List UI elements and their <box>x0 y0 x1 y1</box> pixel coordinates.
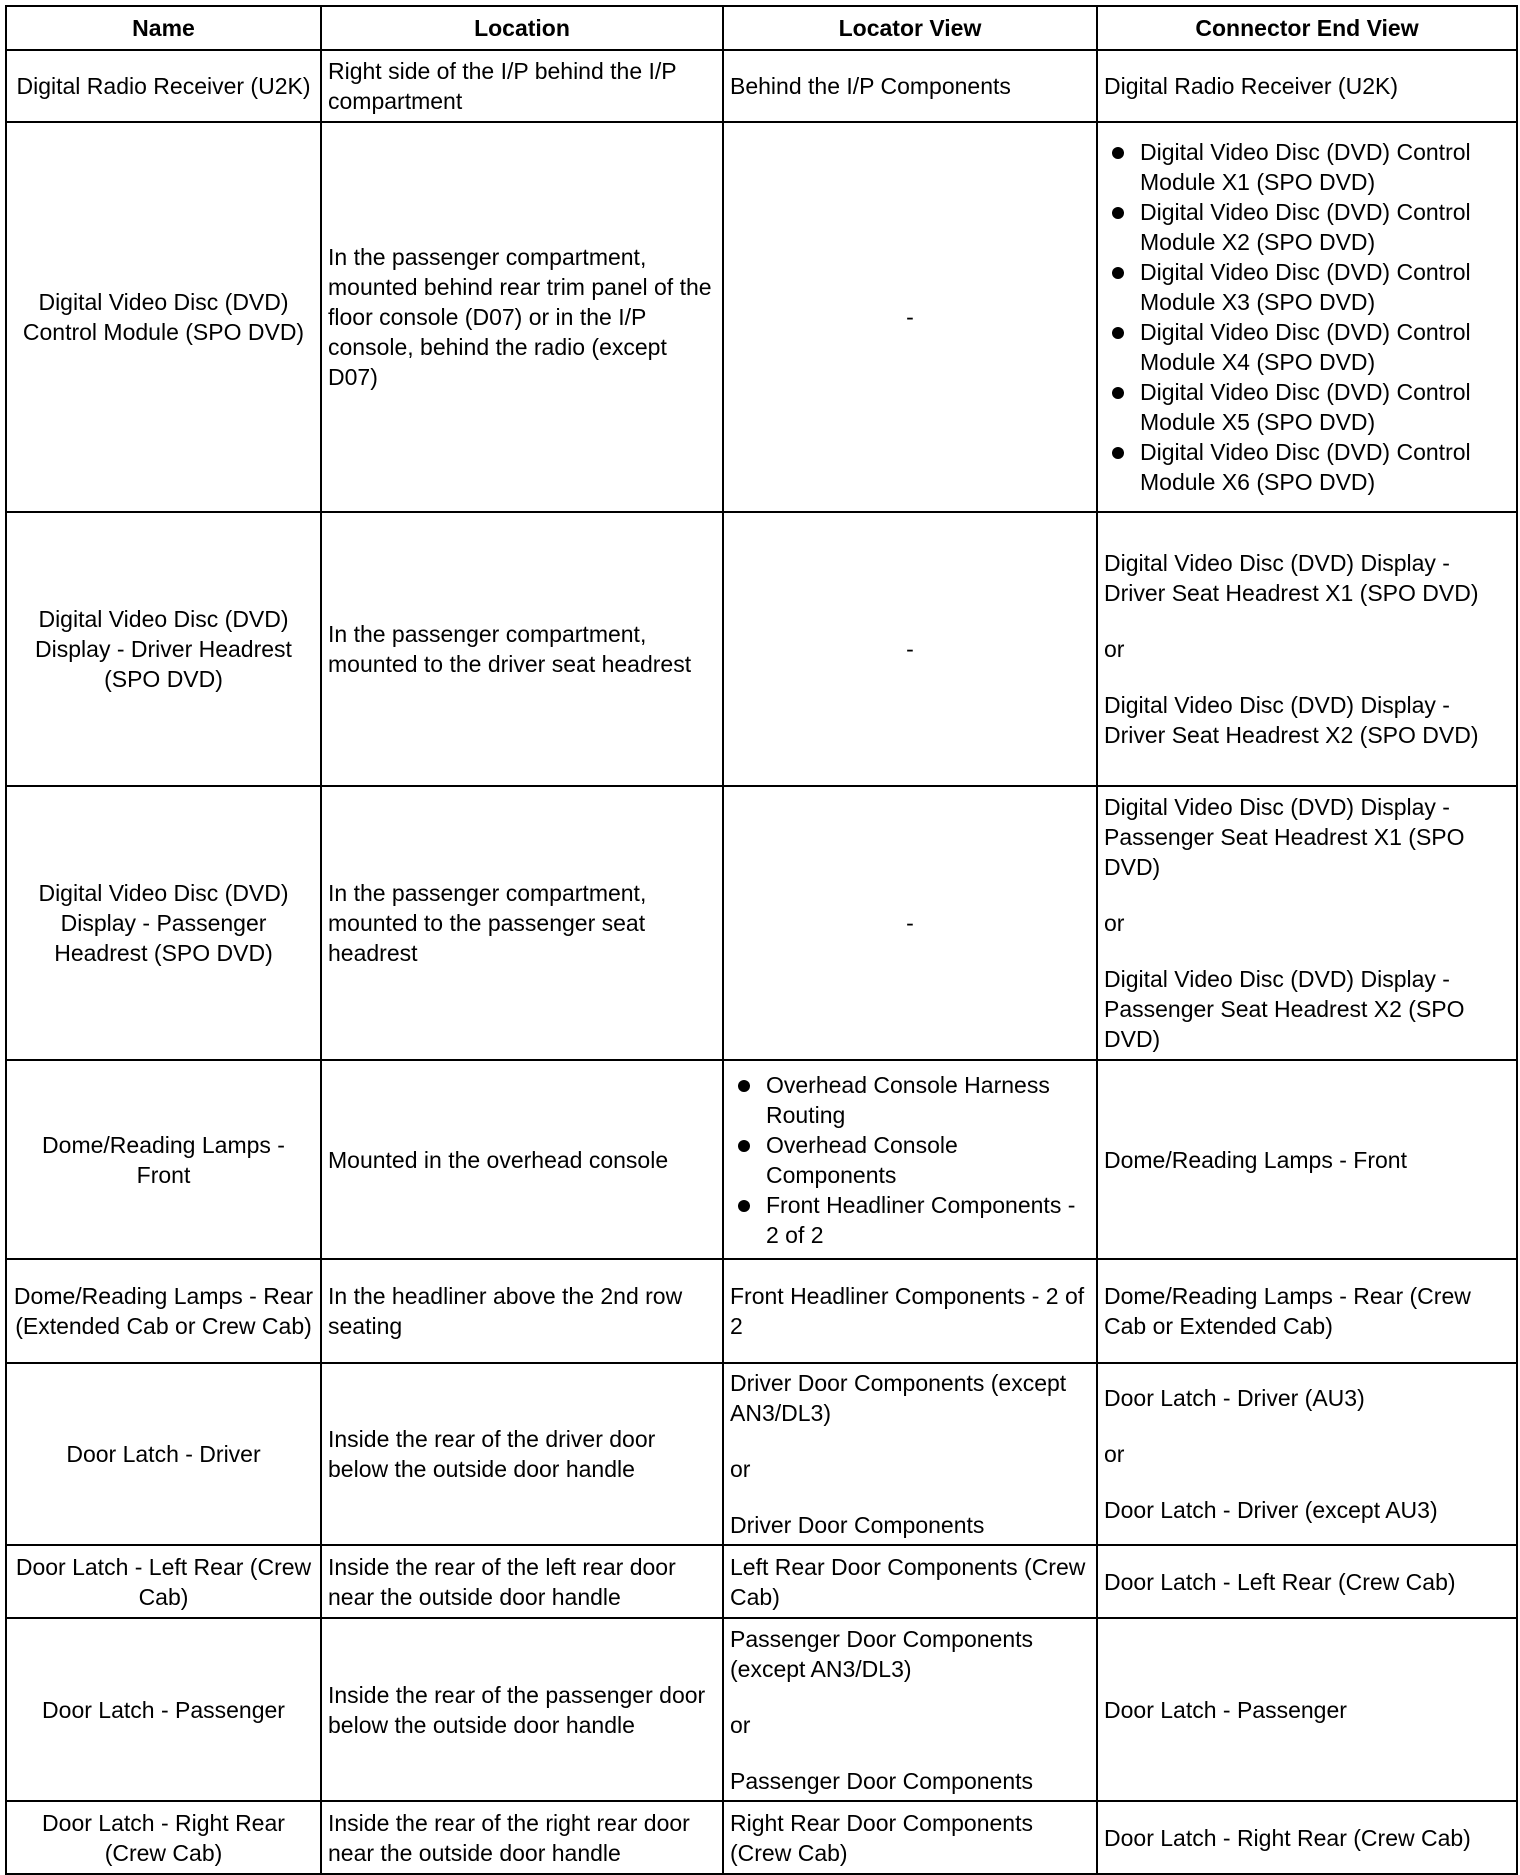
header-locator-view: Locator View <box>723 6 1097 50</box>
locator-option: Driver Door Components <box>730 1512 985 1538</box>
cell-locator-view: - <box>723 512 1097 786</box>
cell-name: Digital Video Disc (DVD) Control Module (SPO DVD) <box>6 122 321 512</box>
list-item: Overhead Console Components <box>766 1130 1090 1190</box>
list-item: Overhead Console Harness Routing <box>766 1070 1090 1130</box>
cell-connector-end-view: Dome/Reading Lamps - Rear (Crew Cab or Extended Cab) <box>1097 1259 1517 1363</box>
connector-option: Digital Video Disc (DVD) Display - Driver Seat Headrest X1 (SPO DVD) <box>1104 550 1479 606</box>
cell-locator-view: Behind the I/P Components <box>723 50 1097 122</box>
header-name: Name <box>6 6 321 50</box>
table-row <box>6 512 1517 786</box>
list-item: Digital Video Disc (DVD) Control Module X2 (SPO DVD) <box>1140 197 1510 257</box>
cell-connector-end-view <box>1097 122 1517 512</box>
cell-name: Dome/Reading Lamps - Front <box>6 1060 321 1259</box>
cell-locator-view <box>723 1618 1097 1801</box>
cell-connector-end-view <box>1097 786 1517 1060</box>
cell-connector-end-view: Door Latch - Passenger <box>1097 1618 1517 1801</box>
cell-connector-end-view: Dome/Reading Lamps - Front <box>1097 1060 1517 1259</box>
cell-connector-end-view: Digital Radio Receiver (U2K) <box>1097 50 1517 122</box>
table-row <box>6 1259 1517 1363</box>
cell-locator-view: - <box>723 786 1097 1060</box>
cell-name: Digital Video Disc (DVD) Display - Passenger Headrest (SPO DVD) <box>6 786 321 1060</box>
locator-option: Passenger Door Components (except AN3/DL3) <box>730 1625 1033 1682</box>
cell-name: Door Latch - Passenger <box>6 1618 321 1801</box>
connector-option: Digital Video Disc (DVD) Display - Passenger Seat Headrest X2 (SPO DVD) <box>1104 966 1465 1052</box>
list-item: Digital Video Disc (DVD) Control Module X3 (SPO DVD) <box>1140 257 1510 317</box>
cell-name: Door Latch - Right Rear (Crew Cab) <box>6 1801 321 1874</box>
cell-locator-view: - <box>723 122 1097 512</box>
cell-name: Dome/Reading Lamps - Rear (Extended Cab or Crew Cab) <box>6 1259 321 1363</box>
or-separator: or <box>1104 910 1125 936</box>
list-item: Digital Video Disc (DVD) Control Module X6 (SPO DVD) <box>1140 437 1510 497</box>
locator-option: Passenger Door Components <box>730 1767 1033 1794</box>
cell-locator-view: Left Rear Door Components (Crew Cab) <box>723 1545 1097 1618</box>
table-row <box>6 1060 1517 1259</box>
list-item: Digital Video Disc (DVD) Control Module X1 (SPO DVD) <box>1140 137 1510 197</box>
list-item: Digital Video Disc (DVD) Control Module X5 (SPO DVD) <box>1140 377 1510 437</box>
table-row <box>6 1545 1517 1618</box>
cell-location: Mounted in the overhead console <box>321 1060 723 1259</box>
table-row <box>6 1363 1517 1545</box>
cell-location: Inside the rear of the passenger door below the outside door handle <box>321 1618 723 1801</box>
cell-location: Inside the rear of the right rear door near the outside door handle <box>321 1801 723 1874</box>
cell-connector-end-view: Door Latch - Left Rear (Crew Cab) <box>1097 1545 1517 1618</box>
cell-location: In the passenger compartment, mounted to the driver seat headrest <box>321 512 723 786</box>
header-connector-end-view: Connector End View <box>1097 6 1517 50</box>
cell-location: In the headliner above the 2nd row seating <box>321 1259 723 1363</box>
cell-locator-view: Right Rear Door Components (Crew Cab) <box>723 1801 1097 1874</box>
connector-option: Digital Video Disc (DVD) Display - Driver Seat Headrest X2 (SPO DVD) <box>1104 692 1479 748</box>
header-location: Location <box>321 6 723 50</box>
cell-location: Inside the rear of the left rear door near the outside door handle <box>321 1545 723 1618</box>
table-row <box>6 786 1517 1060</box>
cell-location: Right side of the I/P behind the I/P compartment <box>321 50 723 122</box>
cell-locator-view <box>723 1060 1097 1259</box>
cell-locator-view: Front Headliner Components - 2 of 2 <box>723 1259 1097 1363</box>
connector-option: Digital Video Disc (DVD) Display - Passenger Seat Headrest X1 (SPO DVD) <box>1104 794 1465 880</box>
table-row <box>6 1801 1517 1874</box>
cell-location: Inside the rear of the driver door below the outside door handle <box>321 1363 723 1545</box>
cell-connector-end-view: Door Latch - Right Rear (Crew Cab) <box>1097 1801 1517 1874</box>
table-row <box>6 50 1517 122</box>
table-row <box>6 122 1517 512</box>
or-separator: or <box>730 1711 751 1738</box>
or-separator: or <box>730 1456 751 1482</box>
list-item: Front Headliner Components - 2 of 2 <box>766 1190 1090 1250</box>
cell-name: Digital Video Disc (DVD) Display - Driver Headrest (SPO DVD) <box>6 512 321 786</box>
cell-name: Digital Radio Receiver (U2K) <box>6 50 321 122</box>
or-separator: or <box>1104 1441 1125 1467</box>
connector-option: Door Latch - Driver (AU3) <box>1104 1385 1365 1411</box>
cell-name: Door Latch - Left Rear (Crew Cab) <box>6 1545 321 1618</box>
connector-option: Door Latch - Driver (except AU3) <box>1104 1497 1438 1523</box>
cell-name: Door Latch - Driver <box>6 1363 321 1545</box>
component-table-wrapper <box>5 5 1518 1875</box>
list-item: Digital Video Disc (DVD) Control Module X4 (SPO DVD) <box>1140 317 1510 377</box>
or-separator: or <box>1104 636 1125 662</box>
cell-locator-view <box>723 1363 1097 1545</box>
component-locator-table <box>5 5 1518 1875</box>
cell-connector-end-view <box>1097 1363 1517 1545</box>
cell-connector-end-view <box>1097 512 1517 786</box>
header-row <box>6 6 1517 50</box>
locator-option: Driver Door Components (except AN3/DL3) <box>730 1370 1067 1426</box>
cell-location: In the passenger compartment, mounted behind rear trim panel of the floor console (D07) or in the I/P console, behind the radio (except D07) <box>321 122 723 512</box>
cell-location: In the passenger compartment, mounted to the passenger seat headrest <box>321 786 723 1060</box>
locator-list <box>730 1070 1090 1250</box>
connector-list <box>1104 137 1510 497</box>
table-row <box>6 1618 1517 1801</box>
